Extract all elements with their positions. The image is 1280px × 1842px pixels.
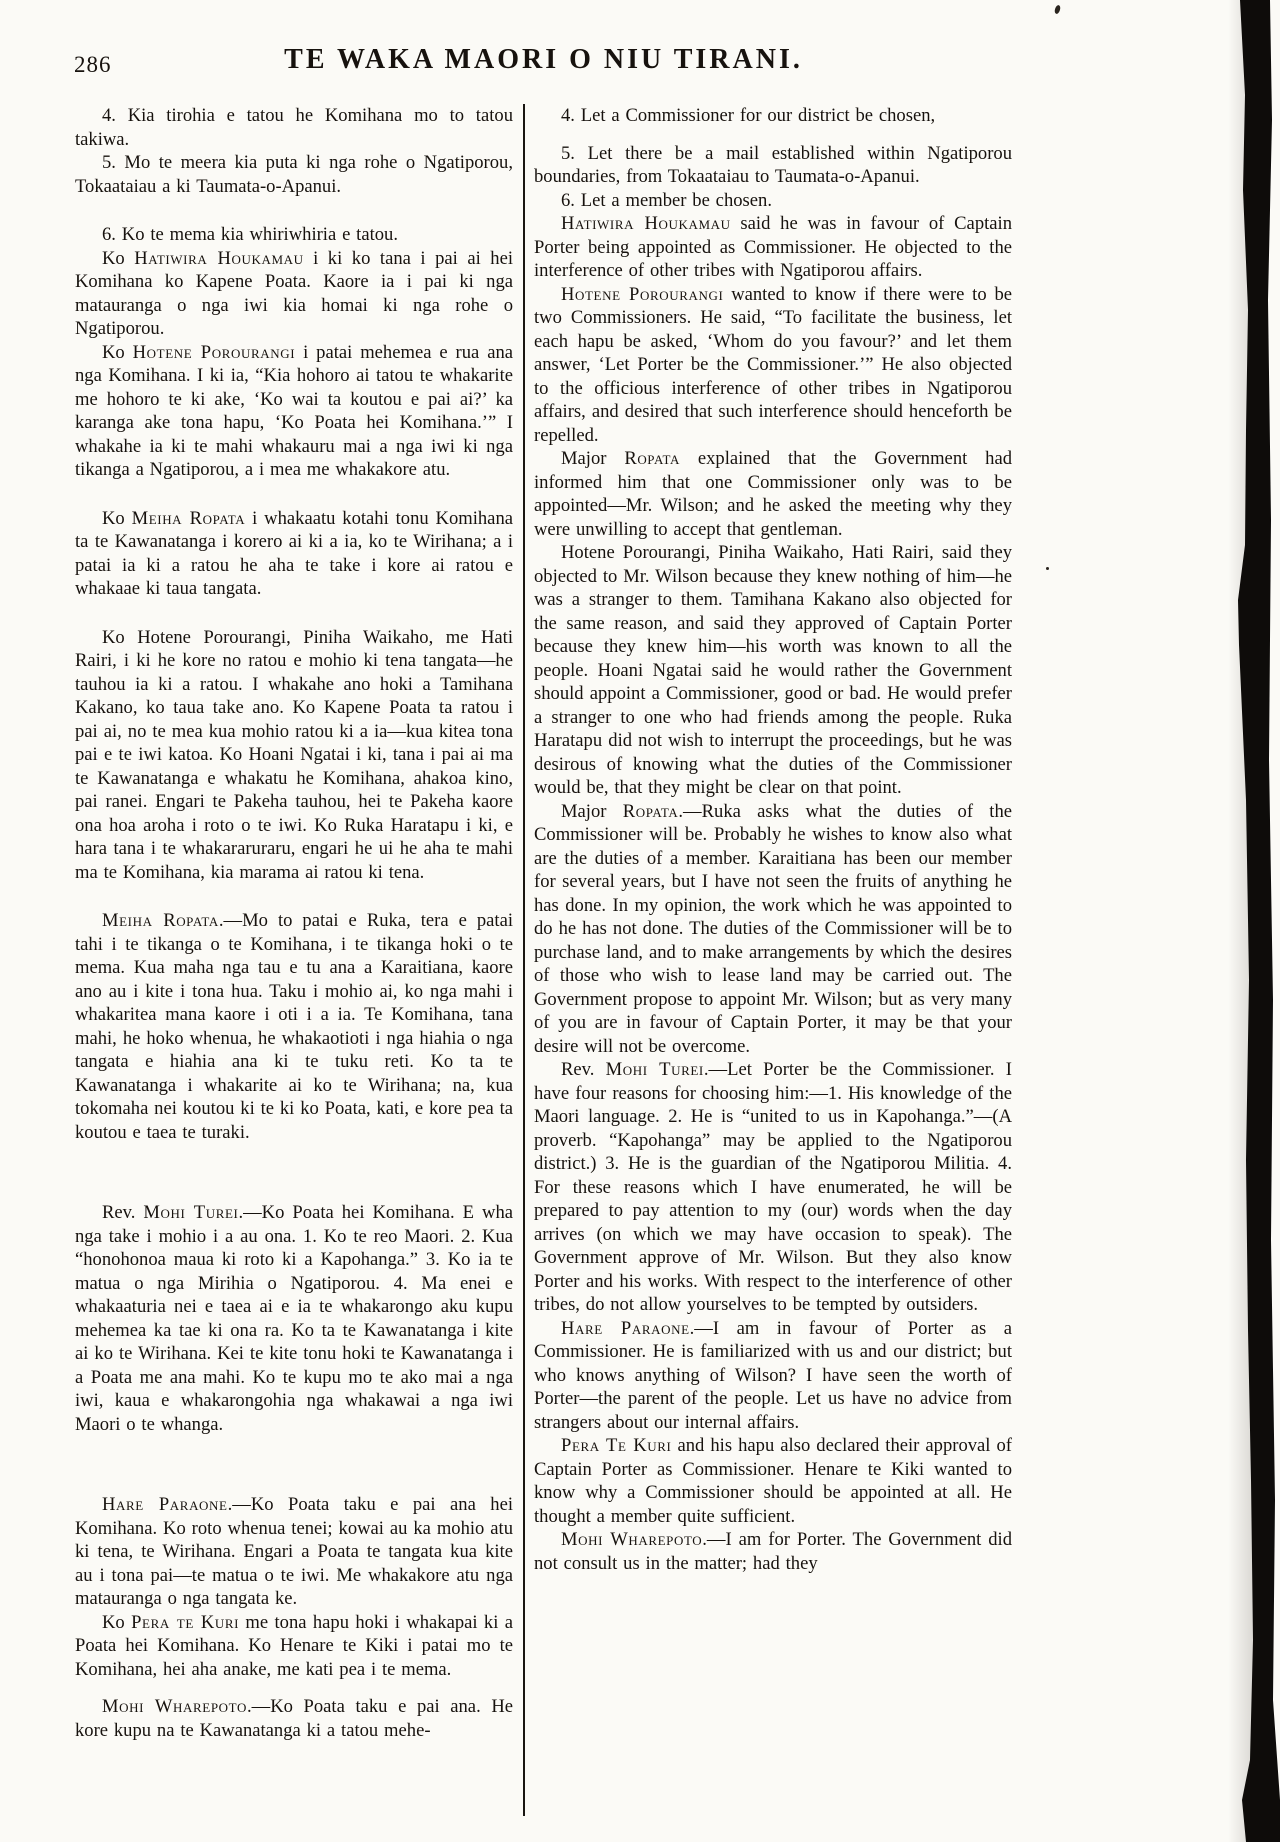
- paragraph: [75, 341, 513, 482]
- page-number: 286: [74, 52, 112, 77]
- ink-speck: [1046, 567, 1049, 570]
- speaker-name: Ropata: [622, 800, 679, 822]
- paragraph: [534, 541, 1012, 800]
- speaker-name: Mohi Wharepoto: [561, 1529, 703, 1550]
- maori-text-column: [75, 104, 513, 1742]
- paragraph-text: i patai mehemea e rua ana nga Komihana. I ki ia, “Kia hohoro ai tatou te whakarite me hohoro te ki ake, ‘Ko wai ta koutou e pai ai?’ ka karanga ake tona hapu, ‘Ko Poata hei Komihana.’” I whakahe ia ki te mahi whakauru mai a nga iwi ki nga tikanga a Ngatiporou, a i mea me whakakore atu.: [75, 341, 514, 480]
- paragraph: [534, 283, 1012, 448]
- paragraph-text: and his hapu also declared their approval of Captain Porter as Commissioner. Henare te Kiki wanted to know why a Commissioner should be appointed at all. He thought a member quite sufficient.: [534, 1435, 1012, 1527]
- speaker-name: Pera te Kuri: [131, 1611, 240, 1633]
- paragraph: [75, 507, 513, 601]
- paragraph-text: Rev.: [561, 1059, 606, 1080]
- paragraph: [534, 1528, 1012, 1575]
- paragraph-text: Major: [561, 448, 625, 469]
- speaker-name: Hatiwira Houkamau: [561, 213, 731, 234]
- paragraph-text: .—Ruka asks what the duties of the Commissioner will be. Probably he wishes to know also what are the duties of a member. Karaitiana has been our member for several years, but I have not seen the fruits of anything he has done. In my opinion, the work which he was appointed to do he has not done. The duties of the Commissioner will be to purchase land, and to make arrangements by which the desires of those who wish to lease land may be carried out. The Government propose to appoint Mr. Wilson; but as very many of you are in favour of Captain Porter, it may be that your desire will not be overcome.: [534, 800, 1012, 1057]
- paragraph: [534, 189, 1012, 213]
- page-title: TE WAKA MAORI O NIU TIRANI.: [284, 44, 803, 75]
- column-divider-rule: [523, 104, 525, 1816]
- paragraph: [534, 800, 1012, 1059]
- paragraph-text: Ko: [102, 1611, 132, 1633]
- paragraph: [75, 1611, 513, 1682]
- paragraph: [75, 1493, 513, 1611]
- paragraph: [534, 212, 1012, 283]
- paragraph-text: .—I am for Porter. The Government did not consult us in the matter; had they: [534, 1529, 1012, 1574]
- paragraph-text: 6. Ko te mema kia whiriwhiria e tatou.: [102, 224, 399, 245]
- paragraph-text: i ki ko tana i pai ai hei Komihana ko Kapene Poata. Kaore ia i pai ki nga matauranga o nga iwi kia homai ki nga rohe o Ngatiporou.: [75, 247, 513, 339]
- paragraph: [75, 1201, 513, 1436]
- paragraph-text: .—Ko Poata taku e pai ana hei Komihana. Ko roto whenua tenei; kowai au ka mohio atu ki tena, te Wirihana. Engari a Poata te tangata kua kite au i tona pai—te matua o te iwi. Me whakakore atu nga matauranga o nga tangata ke.: [75, 1494, 513, 1609]
- paragraph: [534, 1317, 1012, 1435]
- paragraph: [75, 1695, 513, 1742]
- scan-edge-artifact: [1232, 0, 1280, 1842]
- speaker-name: Meiha Ropata: [131, 507, 246, 529]
- paragraph: [534, 1058, 1012, 1317]
- paragraph-text: .—Mo to patai e Ruka, tera e patai tahi i te tikanga o te Komihana, i te tikanga hoki o te mema. Kua maha nga tau e tu ana a Karaitiana, kaore ano au i kite i tona hua. Taku i mohio ai, ko nga mahi i whakaritea mana kaore i oti i a ia. Te Komihana, tana mahi, he hoko whenua, he whakaotioti i nga hiahia o nga tangata e hiahia ana ki te tuku reti. Ko ta te Kawanatanga i whakarite ai ko te Wirihana; na, kua tokomaha nei koutou ki te ki ko Poata, kati, e kore pea ta koutou e taea te turaki.: [75, 910, 513, 1143]
- paragraph-text: Ko: [102, 341, 133, 363]
- paragraph-text: i whakaatu kotahi tonu Komihana ta te Kawanatanga i korero ai ki a ia, ko te Wirihana; a i patai ia ki a ratou he aha te take i kore ai ratou e whakaae ki taua tangata.: [75, 507, 513, 599]
- paragraph-text: 5. Let there be a mail established within Ngatiporou boundaries, from Tokaataiau to Taumata-o-Apanui.: [534, 142, 1012, 187]
- paragraph: [75, 151, 513, 198]
- paragraph-text: 4. Kia tirohia e tatou he Komihana mo to tatou takiwa.: [75, 105, 513, 150]
- paragraph: [75, 247, 513, 341]
- speaker-name: Hotene Porourangi: [132, 341, 296, 363]
- paragraph-text: .—Let Porter be the Commissioner. I have four reasons for choosing him:—1. His knowledge of the Maori language. 2. He is “united to us in Kapohanga.”—(A proverb. “Kapohanga” may be applied to the Ngatiporou district.) 3. He is the guardian of the Ngatiporou Militia. 4. For these reasons which I have enumerated, he will be prepared to pay attention to my (our) words when the day arrives (on which we may have occasion to speak). The Government approve of Mr. Wilson. But they also know Porter and his works. With respect to the interference of other tribes, do not allow yourselves to be tempted by outsiders.: [534, 1059, 1012, 1315]
- paragraph: [75, 104, 513, 151]
- speaker-name: Hatiwira Houkamau: [134, 247, 304, 269]
- speaker-name: Hare Paraone: [561, 1317, 690, 1339]
- speaker-name: Ropata: [624, 448, 680, 469]
- speaker-name: Meiha Ropata: [102, 910, 219, 931]
- paragraph: [534, 1434, 1012, 1528]
- paragraph-text: .—Ko Poata taku e pai ana. He kore kupu na te Kawanatanga ki a tatou mehe-: [75, 1696, 514, 1741]
- paragraph-text: explained that the Government had informed him that one Commissioner only was to be appointed—Mr. Wilson; and he asked the meeting why they were unwilling to accept that gentleman.: [534, 448, 1012, 540]
- speaker-name: Mohi Turei: [143, 1202, 239, 1223]
- paragraph-text: Rev.: [102, 1202, 144, 1223]
- paragraph-text: .—I am in favour of Porter as a Commissioner. He is familiarized with us and our district; but who knows anything of Wilson? I have seen the worth of Porter—the parent of the people. Let us have no advice from strangers about our internal affairs.: [534, 1317, 1012, 1433]
- paragraph-text: 5. Mo te meera kia puta ki nga rohe o Ngatiporou, Tokaataiau a ki Taumata-o-Apanui.: [75, 152, 513, 197]
- speaker-name: Mohi Turei: [605, 1059, 704, 1080]
- paragraph-text: .—Ko Poata hei Komihana. E wha nga take i mohio i a au ona. 1. Ko te reo Maori. 2. Kua “honohonoa maua ki roto ki a Kapohanga.” 3. Ko ia te matua o nga Mirihia o Ngatiporou. 4. Ma enei e whakaaturia nei e taea ai e ia te whakarongo aku kupu mehemea ka tae ki ona ra. Ko ta te Kawanatanga i kite ai ko te Wirihana. Kei te kite tonu hoki te Kawanatanga i a Poata me ana mahi. Ko te kupu mo te ako mai a nga iwi, kaua e whakarongohia nga whakawai a nga iwi Maori o te whanga.: [75, 1202, 513, 1435]
- english-text-column: [534, 104, 1012, 1575]
- paragraph-text: wanted to know if there were to be two Commissioners. He said, “To facilitate the business, let each hapu be asked, ‘Whom do you favour?’ and let them answer, ‘Let Porter be the Commissioner.’” He also objected to the officious interference of other tribes in Ngatiporou affairs, and desired that such interference should henceforth be repelled.: [534, 283, 1013, 446]
- paragraph-text: Ko Hotene Porourangi, Piniha Waikaho, me Hati Rairi, i ki he kore no ratou e mohio ki tena tangata—he tauhou ia ki a ratou. I whakahe ano hoki a Tamihana Kakano, ko taua take ano. Ko Kapene Poata ta ratou i pai ai, no te mea kua mohio ratou ki a ia—kua kitea tona pai e te iwi katoa. Ko Hoani Ngatai i ki, tana i pai ai ma te Kawanatanga e whakatu he Komihana, ahakoa kino, pai ranei. Engari te Pakeha tauhou, hei te Pakeha kaore ona hoa aroha i roto o te iwi. Ko Ruka Haratapu i ki, e hara tana i te whakararuraru, engari he ui he aha te mahi ma te Komihana, kia marama ai ratou ki tena.: [75, 626, 513, 883]
- speaker-name: Hare Paraone: [102, 1494, 228, 1515]
- paragraph: [534, 142, 1012, 189]
- ink-speck: [1054, 4, 1062, 14]
- paragraph: [534, 447, 1012, 541]
- paragraph-text: 6. Let a member be chosen.: [561, 189, 772, 211]
- speaker-name: Pera Te Kuri: [561, 1435, 672, 1456]
- paragraph-text: said he was in favour of Captain Porter being appointed as Commissioner. He objected to the interference of other tribes with Ngatiporou affairs.: [534, 213, 1012, 281]
- paragraph-text: Ko: [102, 247, 135, 269]
- speaker-name: Hotene Porourangi: [561, 283, 724, 305]
- paragraph-text: Ko: [102, 507, 132, 529]
- speaker-name: Mohi Wharepoto: [102, 1696, 247, 1717]
- paragraph: [534, 104, 1012, 128]
- paragraph: [75, 626, 513, 885]
- paragraph-text: Major: [561, 800, 623, 822]
- paragraph: [75, 223, 513, 247]
- paragraph-text: 4. Let a Commissioner for our district be chosen,: [561, 105, 936, 126]
- paragraph-text: me tona hapu hoki i whakapai ki a Poata hei Komihana. Ko Henare te Kiki i patai mo te Komihana, hei aha anake, me kati pea i te mema.: [75, 1611, 514, 1680]
- paragraph-text: Hotene Porourangi, Piniha Waikaho, Hati Rairi, said they objected to Mr. Wilson because they knew nothing of him—he was a stranger to them. Tamihana Kakano also objected for the same reason, and said they approved of Captain Porter because they knew him—his worth was known to all the people. Hoani Ngatai said he would rather the Government should appoint a Commissioner, good or bad. He would prefer a stranger to one who had friends among the people. Ruka Haratapu did not wish to interrupt the proceedings, but he was desirous of knowing what the duties of the Commissioner would be, that they might be clear on that point.: [534, 542, 1012, 798]
- two-column-layout: [75, 104, 1012, 1816]
- paragraph: [75, 909, 513, 1144]
